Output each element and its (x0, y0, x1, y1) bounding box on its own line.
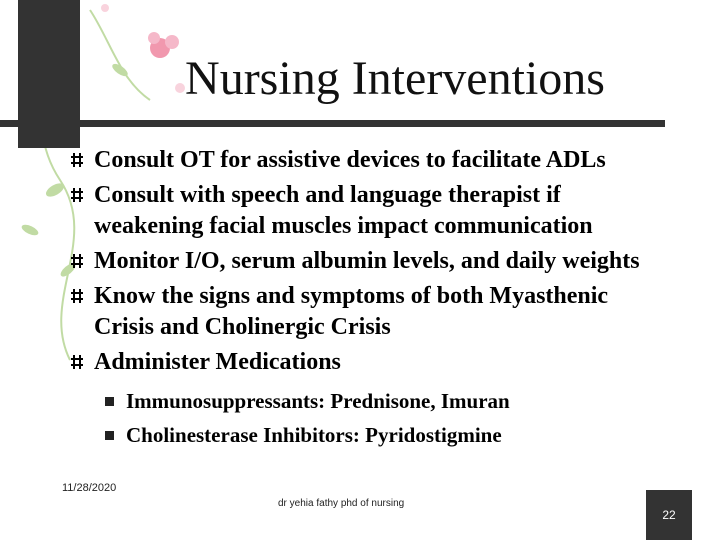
bullet-item (70, 281, 670, 343)
square-bullet-icon (105, 431, 114, 440)
bullet-text: Monitor I/O, serum albumin levels, and daily weights (94, 248, 640, 274)
sub-bullet-item (70, 420, 670, 450)
hash-bullet-icon (70, 288, 84, 304)
hash-bullet-icon (70, 253, 84, 269)
sub-bullet-list (70, 386, 670, 450)
hash-bullet-icon (70, 152, 84, 168)
sub-bullet-text: Immunosuppressants: Prednisone, Imuran (126, 389, 510, 413)
hash-bullet-icon (70, 354, 84, 370)
slide-title: Nursing Interventions (185, 52, 605, 105)
footer-date: 11/28/2020 (62, 482, 117, 494)
square-bullet-icon (105, 397, 114, 406)
title-rule (0, 120, 665, 127)
bullet-text: Consult OT for assistive devices to facilitate ADLs (94, 147, 606, 173)
sub-bullet-text: Cholinesterase Inhibitors: Pyridostigmine (126, 423, 502, 447)
bullet-item (70, 145, 670, 176)
bullet-text: Know the signs and symptoms of both Myasthenic Crisis and Cholinergic Crisis (94, 283, 609, 340)
bullet-item (70, 347, 670, 378)
sub-bullet-item (70, 386, 670, 416)
bullet-text: Consult with speech and language therapist if weakening facial muscles impact communication (94, 182, 593, 239)
hash-bullet-icon (70, 187, 84, 203)
bullet-item (70, 246, 670, 277)
footer-author: dr yehia fathy phd of nursing (278, 498, 405, 509)
page-number: 22 (646, 490, 692, 540)
bullet-text: Administer Medications (94, 349, 341, 375)
bullet-list (70, 145, 670, 450)
bullet-item (70, 180, 670, 242)
